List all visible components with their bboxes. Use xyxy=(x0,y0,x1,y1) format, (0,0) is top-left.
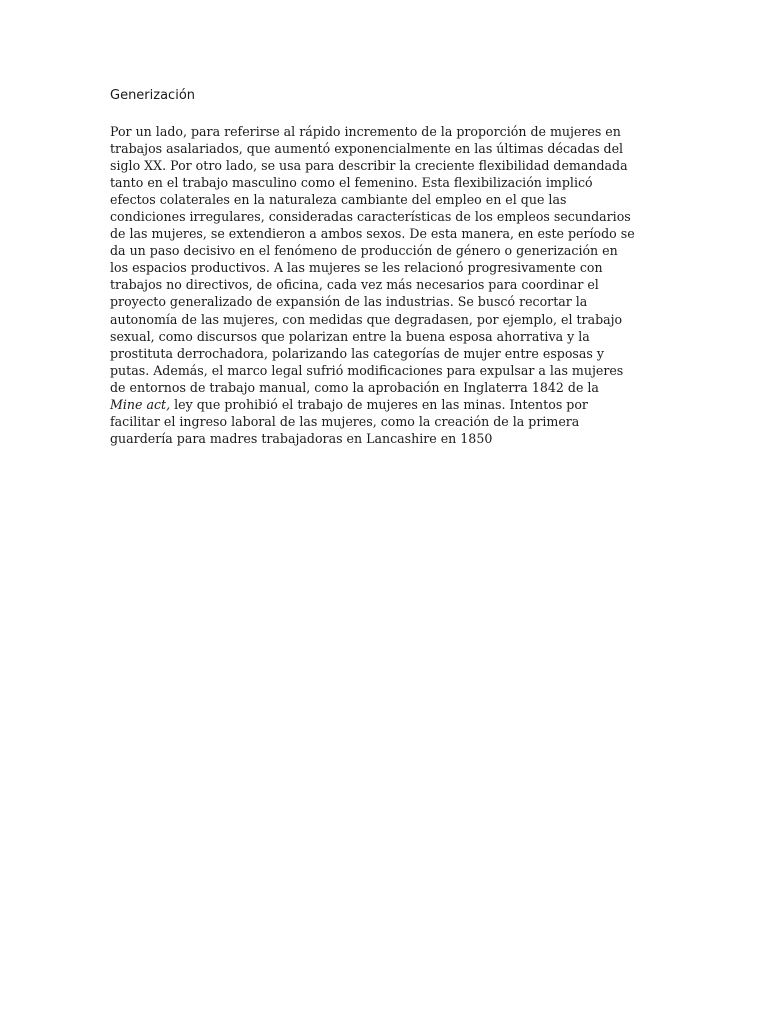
body-line: da un paso decisivo en el fenómeno de producción de género o generización en xyxy=(110,243,618,259)
body-line: autonomía de las mujeres, con medidas que degradasen, por ejemplo, el trabajo xyxy=(110,311,623,327)
body-line: Por un lado, para referirse al rápido incremento de la proporción de mujeres en xyxy=(110,124,621,139)
body-line: proyecto generalizado de expansión de las industrias. Se buscó recortar la xyxy=(110,294,588,310)
document-body xyxy=(110,123,670,447)
body-line: efectos colaterales en la naturaleza cambiante del empleo en el que las xyxy=(110,192,567,208)
document-title: Generización xyxy=(110,88,196,103)
body-line: siglo XX. Por otro lado, se usa para describir la creciente flexibilidad demandada xyxy=(110,158,628,174)
body-line: de entornos de trabajo manual, como la aprobación en Inglaterra 1842 de la xyxy=(110,379,599,395)
body-line: los espacios productivos. A las mujeres se les relacionó progresivamente con xyxy=(110,260,603,276)
italic-line-rest: ley que prohibió el trabajo de mujeres en las minas. Intentos por xyxy=(170,396,588,412)
body-line: prostituta derrochadora, polarizando las categorías de mujer entre esposas y xyxy=(110,345,604,361)
body-line: trabajos asalariados, que aumentó exponencialmente en las últimas décadas del xyxy=(110,141,624,157)
body-line: trabajos no directivos, de oficina, cada vez más necesarios para coordinar el xyxy=(110,277,599,293)
body-line: facilitar el ingreso laboral de las mujeres, como la creación de la primera xyxy=(110,413,580,429)
body-line: condiciones irregulares, consideradas características de los empleos secundarios xyxy=(110,209,631,225)
body-line: sexual, como discursos que polarizan entre la buena esposa ahorrativa y la xyxy=(110,328,590,344)
body-line: guardería para madres trabajadoras en Lancashire en 1850 xyxy=(110,430,493,446)
body-line-with-italic xyxy=(110,396,670,413)
body-line: de las mujeres, se extendieron a ambos sexos. De esta manera, en este período se xyxy=(110,226,635,242)
italic-phrase: Mine act, xyxy=(110,396,171,412)
body-line: tanto en el trabajo masculino como el femenino. Esta flexibilización implicó xyxy=(110,175,593,191)
body-line: putas. Además, el marco legal sufrió modificaciones para expulsar a las mujeres xyxy=(110,362,624,378)
